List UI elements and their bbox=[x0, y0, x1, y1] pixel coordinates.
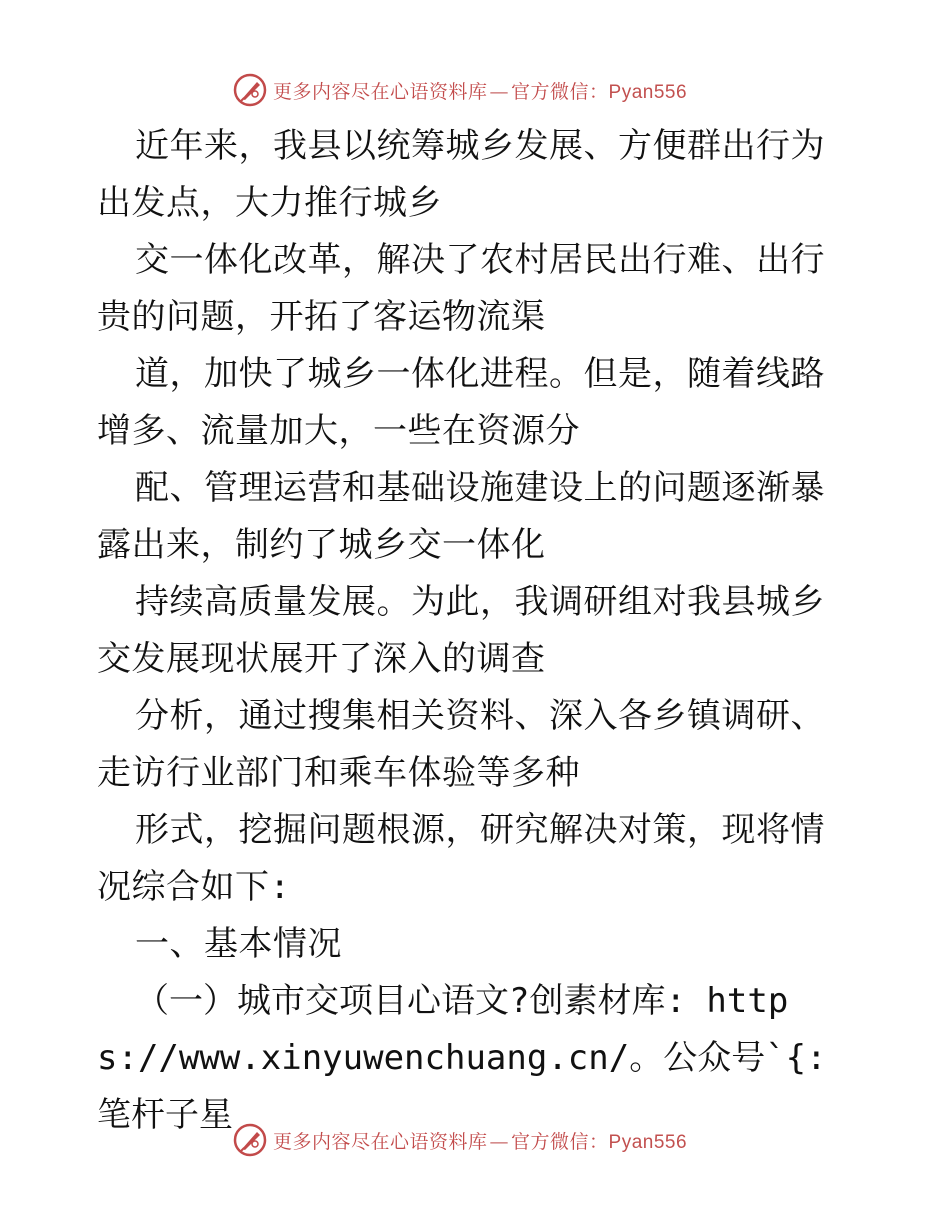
paragraph: 交一体化改革，解决了农村居民出行难、出行贵的问题，开拓了客运物流渠 bbox=[97, 240, 825, 337]
watermark-site-text: 更多内容尽在心语资料库 bbox=[273, 80, 488, 103]
paragraph: 道，加快了城乡一体化进程。但是，随着线路增多、流量加大，一些在资源分 bbox=[97, 354, 825, 451]
document-body bbox=[97, 118, 853, 1144]
section-heading: 一、基本情况 bbox=[135, 924, 342, 964]
watermark-separator: — bbox=[489, 1130, 510, 1153]
paragraph: 配、管理运营和基础设施建设上的问题逐渐暴露出来，制约了城乡交一体化 bbox=[97, 468, 825, 565]
subsection-heading: （一）城市交项目心语文?创素材库: https://www.xinyuwenchuang.cn/。公众号`{: 笔杆子星 bbox=[97, 981, 827, 1135]
watermark-label: 官方微信： bbox=[511, 80, 609, 103]
watermark-separator: — bbox=[489, 80, 510, 103]
watermark-footer bbox=[233, 1122, 687, 1158]
quill-logo-icon bbox=[233, 1123, 267, 1157]
watermark-id: Pyan556 bbox=[608, 1131, 688, 1153]
paragraph: 持续高质量发展。为此，我调研组对我县城乡交发展现状展开了深入的调查 bbox=[97, 582, 825, 679]
watermark-text bbox=[273, 1127, 687, 1154]
watermark-header bbox=[233, 72, 687, 108]
watermark-site-text: 更多内容尽在心语资料库 bbox=[273, 1130, 488, 1153]
paragraph: 形式，挖掘问题根源，研究解决对策，现将情况综合如下: bbox=[97, 810, 825, 907]
watermark-id: Pyan556 bbox=[608, 81, 688, 103]
paragraph: 分析，通过搜集相关资料、深入各乡镇调研、走访行业部门和乘车体验等多种 bbox=[97, 696, 825, 793]
paragraph: 近年来，我县以统筹城乡发展、方便群出行为出发点，大力推行城乡 bbox=[97, 126, 825, 223]
watermark-label: 官方微信： bbox=[511, 1130, 609, 1153]
quill-logo-icon bbox=[233, 73, 267, 107]
watermark-text bbox=[273, 77, 687, 104]
